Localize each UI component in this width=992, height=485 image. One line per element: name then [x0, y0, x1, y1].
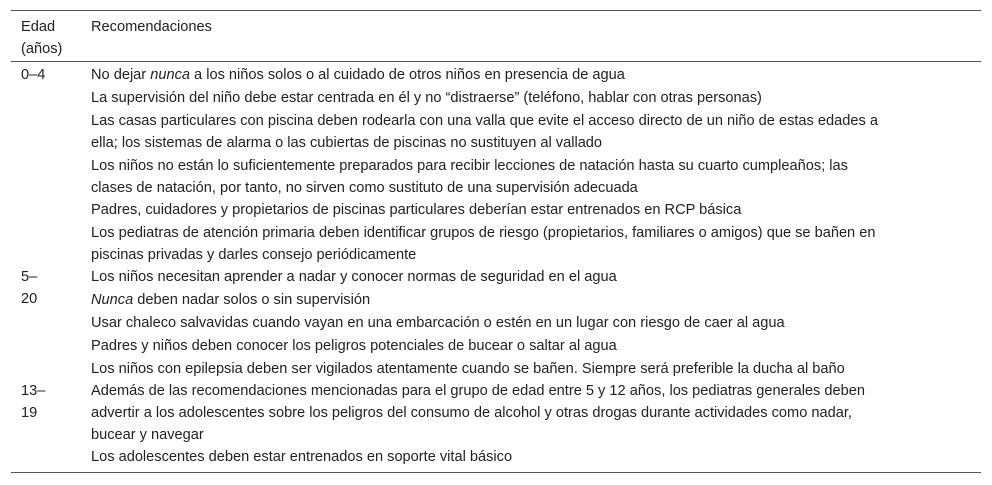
- recommendation-line: Los pediatras de atención primaria deben identificar grupos de riesgo (propietarios, familiares o amigos) que se bañen en: [91, 225, 876, 241]
- recommendation-item: [91, 64, 625, 86]
- table-top-rule: [11, 10, 981, 11]
- recommendation-text: No dejar: [91, 67, 151, 83]
- recommendation-line: Los niños no están lo suficientemente preparados para recibir lecciones de natación hasta su cuarto cumpleaños; las: [91, 158, 848, 174]
- recommendation-line: piscinas privadas y darles consejo periódicamente: [91, 247, 417, 263]
- recommendation-item: [91, 446, 512, 468]
- header-recommendations: Recomendaciones: [91, 19, 212, 35]
- recommendation-line: advertir a los adolescentes sobre los peligros del consumo de alcohol y otras drogas durante actividades como nadar,: [91, 405, 852, 421]
- age-cell: [21, 266, 37, 310]
- recommendation-text: deben nadar solos o sin supervisión: [133, 292, 371, 308]
- table-bottom-rule: [11, 472, 981, 473]
- recommendation-item: [91, 110, 878, 154]
- recommendation-item: [91, 199, 741, 221]
- recommendation-item: [91, 266, 617, 288]
- recommendation-line: bucear y navegar: [91, 427, 204, 443]
- recommendation-item: [91, 87, 762, 109]
- header-age-line1: Edad: [21, 19, 56, 35]
- recommendation-item: [91, 155, 848, 199]
- age-line: 5–: [21, 269, 38, 285]
- recommendation-line: Además de las recomendaciones mencionadas para el grupo de edad entre 5 y 12 años, los pediatras generales deben: [91, 383, 865, 399]
- recommendation-line: Los adolescentes deben estar entrenados en soporte vital básico: [91, 449, 513, 465]
- recommendation-line: Padres, cuidadores y propietarios de piscinas particulares deberían estar entrenados en RCP básica: [91, 202, 742, 218]
- header-age: [21, 16, 62, 60]
- recommendation-line: Los niños con epilepsia deben ser vigilados atentamente cuando se bañen. Siempre será preferible la ducha al baño: [91, 361, 845, 377]
- recommendation-line: clases de natación, por tanto, no sirven como sustituto de una supervisión adecuada: [91, 180, 638, 196]
- age-line: 13–: [21, 383, 46, 399]
- recommendation-line: ella; los sistemas de alarma o las cubiertas de piscinas no sustituyen al vallado: [91, 135, 603, 151]
- emphasis-text: Nunca: [91, 292, 134, 308]
- recommendation-item: [91, 222, 875, 266]
- emphasis-text: nunca: [150, 67, 190, 83]
- recommendation-item: [91, 380, 865, 446]
- recommendation-item: [91, 312, 785, 334]
- age-line: 19: [21, 405, 38, 421]
- recommendation-line: La supervisión del niño debe estar centrada en él y no “distraerse” (teléfono, hablar con otras personas): [91, 90, 762, 106]
- age-cell: [21, 380, 45, 424]
- age-line: 20: [21, 291, 38, 307]
- recommendation-line: Los niños necesitan aprender a nadar y conocer normas de seguridad en el agua: [91, 269, 617, 285]
- recommendation-item: [91, 289, 370, 311]
- recommendation-line: Padres y niños deben conocer los peligros potenciales de bucear o saltar al agua: [91, 338, 617, 354]
- header-rule: [11, 61, 981, 62]
- recommendation-item: [91, 335, 617, 357]
- recommendation-line: Usar chaleco salvavidas cuando vayan en una embarcación o estén en un lugar con riesgo de caer al agua: [91, 315, 785, 331]
- header-age-line2: (años): [21, 41, 63, 57]
- recommendation-text: a los niños solos o al cuidado de otros niños en presencia de agua: [189, 67, 625, 83]
- age-cell: 0–4: [21, 67, 46, 83]
- recommendation-item: [91, 358, 845, 380]
- recommendation-line: Las casas particulares con piscina deben rodearla con una valla que evite el acceso directo de un niño de estas edades a: [91, 113, 878, 129]
